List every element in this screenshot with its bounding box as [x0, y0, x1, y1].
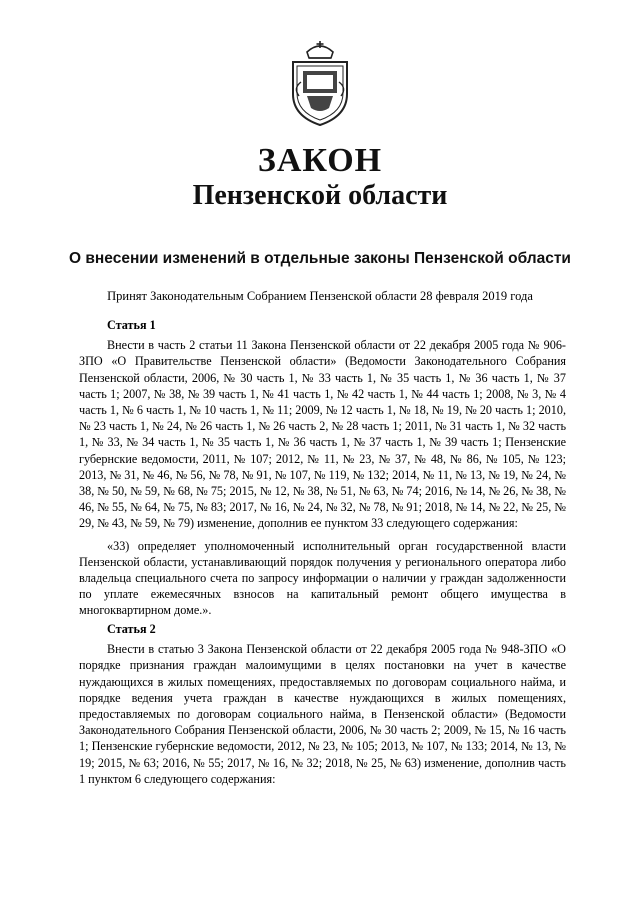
article-1-heading: Статья 1 — [107, 318, 156, 332]
article-1 — [79, 317, 566, 619]
article-2-text: Внести в статью 3 Закона Пензенской области от 22 декабря 2005 года № 948-ЗПО «О порядке признания граждан малоимущими в целях постановки на учет в качестве нуждающихся в жилых помещениях, предоставляемых по договорам социального найма, и порядке ведения учета граждан в качестве нуждающихся в жилых помещениях, предоставляемых по договорам социального найма, в Пензенской области» (Ведомости Законодательного Собрания Пензенской области, 2006, № 30 часть 2; 2009, № 15, № 16 часть 1; Пензенские губернские ведомости, 2012, № 23, № 105; 2013, № 107, № 133; 2014, № 13, № 19; 2015, № 63; 2016, № 55; 2017, № 16, № 32; 2018, № 25, № 63) изменение, дополнив часть 1 пунктом 6 следующего содержания: — [79, 642, 566, 786]
penza-coat-of-arms-icon — [285, 38, 355, 128]
document-type-title: ЗАКОН — [257, 142, 383, 179]
law-title: О внесении изменений в отдельные законы Пензенской области — [69, 250, 571, 267]
region-title: Пензенской области — [192, 180, 448, 211]
article-2 — [79, 621, 566, 787]
adoption-line: Принят Законодательным Собранием Пензенской области 28 февраля 2019 года — [107, 289, 533, 303]
article-1-quote: «33) определяет уполномоченный исполнительный орган государственной власти Пензенской области, устанавливающий порядок получения у регионального оператора либо владельца специального счета по запросу информации о наличии у граждан задолженности по уплате ежемесячных взносов на капитальный ремонт общего имущества в многоквартирном доме.». — [79, 538, 566, 618]
article-2-heading: Статья 2 — [107, 622, 156, 636]
article-1-text: Внести в часть 2 статьи 11 Закона Пензенской области от 22 декабря 2005 года № 906-ЗПО «О Правительстве Пензенской области» (Ведомости Законодательного Собрания Пензенской области, 2006, № 30 часть 1, № 33 часть 1, № 35 часть 1, № 36 часть 1, № 37 часть 1; 2007, № 38, № 39 часть 1, № 41 часть 1, № 42 часть 1, № 44 часть 1; 2008, № 3, № 4 часть 1, № 6 часть 1, № 10 часть 1, № 11; 2009, № 12 часть 1, № 18, № 19, № 20 часть 1; 2010, № 23 часть 1, № 24, № 26 часть 1, № 26 часть 2, № 28 часть 1; 2011, № 31 часть 1, № 32 часть 1, № 33, № 34 часть 1, № 35 часть 1, № 36 часть 1, № 37 часть 1, № 39 часть 1; Пензенские губернские ведомости, 2011, № 107; 2012, № 11, № 23, № 37, № 48, № 86, № 105, № 123; 2013, № 31, № 46, № 56, № 78, № 91, № 107, № 119, № 132; 2014, № 11, № 13, № 19, № 24, № 38, № 50, № 59, № 68, № 75; 2015, № 12, № 38, № 51, № 63, № 74; 2016, № 14, № 26, № 38, № 46, № 55, № 64, № 75, № 83; 2017, № 16, № 24, № 32, № 78, № 91; 2018, № 14, № 22, № 25, № 29, № 43, № 59, № 79) изменение, дополнив ее пунктом 33 следующего содержания: — [79, 338, 567, 531]
